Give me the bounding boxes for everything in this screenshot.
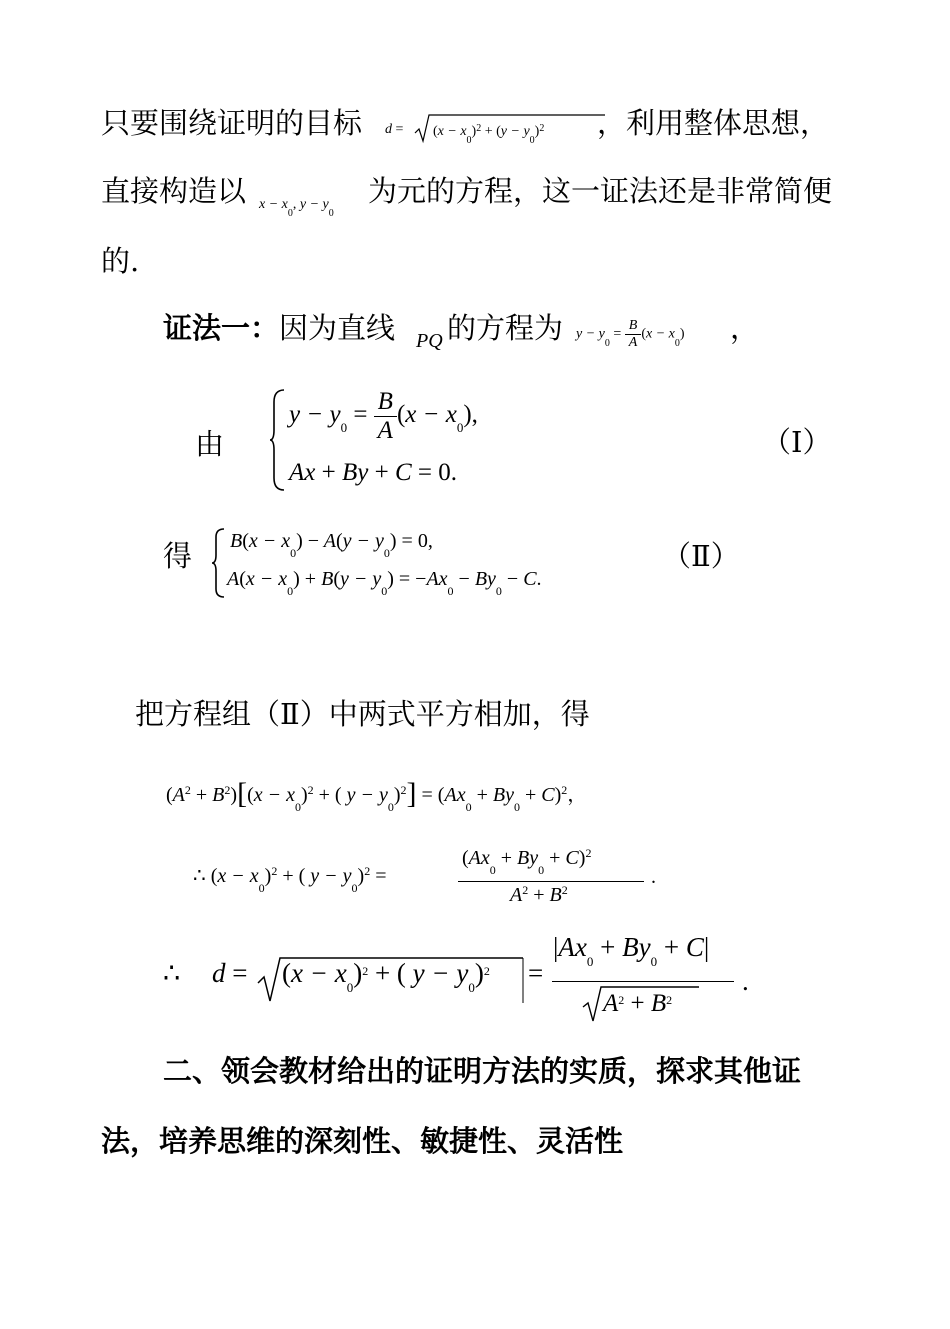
line-name	[416, 330, 443, 353]
label-II	[662, 539, 740, 573]
paragraph-line-3-text: 的.	[101, 244, 140, 278]
get-word	[163, 539, 193, 573]
comma-after-equation: ，	[730, 311, 760, 345]
unknowns-expression: $x - x_0$, $y - y_0$	[259, 197, 334, 219]
system-II-eq2: $A(x - x_0) + B(y - y_0) = -Ax_0 - By_0 - C$.	[227, 568, 542, 598]
paragraph-line-3	[101, 244, 140, 278]
proof-heading-line	[163, 311, 396, 345]
proof-intro: 因为直线	[279, 311, 396, 345]
target-distance-formula: d =	[385, 122, 404, 137]
from-word-text: 由	[195, 427, 225, 461]
final-denominator: $A^2 + B^2$	[603, 990, 673, 1017]
paragraph-line-1-tail-text: ，利用整体思想，	[597, 106, 830, 140]
final-therefore: ∴	[163, 958, 181, 988]
paragraph-line-1-text: 只要围绕证明的目标	[101, 106, 363, 140]
final-equals: =	[528, 958, 544, 988]
paragraph-line-2-tail-text: 为元的方程，这一证法还是非常简便	[368, 174, 833, 208]
therefore-fraction-numerator: $(Ax_0 + By_0 + C)^2$	[462, 846, 592, 877]
from-word	[195, 427, 225, 461]
final-numerator: $|Ax_0 + By_0 + C|$	[553, 932, 710, 969]
section-2-line-2-text: 法，培养思维的深刻性、敏捷性、灵活性	[101, 1124, 624, 1158]
paragraph-line-1	[101, 106, 363, 140]
small-sqrt-content: $(x - x_0)^2 + (y - y_0)^2$	[433, 123, 545, 146]
squared-sum-equation: $(A^2 + B^2)[(x - x_0)^2$ + ( $y - y_0)^2] = (Ax_0 + By_0 + C)^2$，	[166, 777, 588, 814]
big-sqrt-content: $(x - x_0)^2$ + ( $y - y_0)^2$	[282, 958, 490, 995]
final-d-equals: d =	[212, 958, 248, 988]
therefore-fraction-bar	[458, 881, 644, 882]
system-II-eq1: $B(x - x_0) - A(y - y_0) = 0$,	[230, 530, 433, 560]
system-I-eq2: Ax + By + C = 0.	[289, 459, 458, 486]
get-word-text: 得	[163, 539, 193, 573]
proof-intro-tail	[447, 311, 564, 345]
therefore-fraction-denominator: $A^2 + B^2$	[510, 883, 568, 906]
section-2-line-2	[101, 1124, 624, 1158]
paragraph-line-1-tail	[597, 106, 830, 140]
line-equation-small: $y - y_0$ = $\frac{B}{A}$ $(x - x_0)$	[576, 318, 685, 350]
square-sum-sentence	[135, 697, 590, 731]
paragraph-line-2-tail	[368, 174, 833, 208]
section-2-line-1	[163, 1054, 802, 1088]
system-I-eq1: $y - y_0$ = $\frac{B}{A}$ $(x - x_0)$,	[289, 388, 478, 444]
section-2-line-1-text: 二、领会教材给出的证明方法的实质，探求其他证	[163, 1054, 802, 1088]
label-II-text: （Ⅱ）	[662, 539, 740, 573]
label-I	[762, 425, 832, 459]
system-I-brace	[270, 388, 290, 492]
proof-intro-tail-text: 的方程为	[447, 311, 564, 345]
therefore-equation: ∴ $(x - x_0)^2$ + ( $y - y_0)^2$ =	[193, 864, 387, 895]
paragraph-line-2	[101, 174, 247, 208]
therefore-period: .	[651, 866, 656, 888]
label-I-text: （Ⅰ）	[762, 425, 832, 459]
proof-heading: 证法一：	[163, 311, 280, 345]
line-name-text: PQ	[416, 330, 443, 352]
final-period: .	[742, 966, 749, 996]
paragraph-line-2-text: 直接构造以	[101, 174, 247, 208]
square-sum-text: 把方程组（Ⅱ）中两式平方相加，得	[135, 697, 590, 731]
final-fraction-bar	[552, 981, 734, 982]
